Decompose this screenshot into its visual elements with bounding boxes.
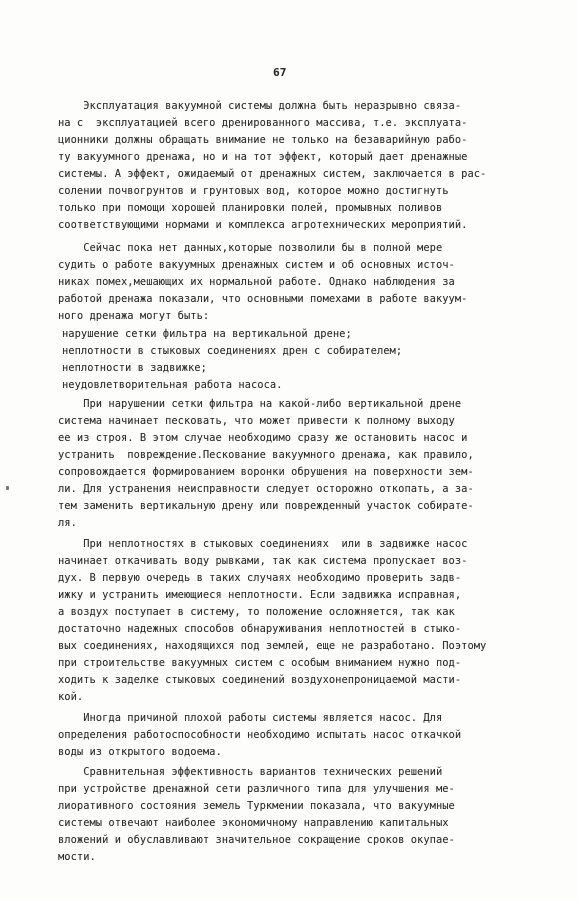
- text-line: ту вакуумного дренажа, но и на тот эффект, который дает дренажные: [58, 151, 468, 163]
- text-line: При нарушении сетки фильтра на какой-либо вертикальной дрене: [58, 398, 462, 410]
- text-line: системы. А эффект, ожидаемый от дренажных систем, заключается в рас-: [58, 168, 487, 180]
- text-line: судить о работе вакуумных дренажных систем и об основных источ-: [58, 259, 455, 271]
- text-line: только при помощи хорошей планировки полей, промывных поливов: [58, 202, 443, 214]
- text-line: ижку и устранить имеющиеся неплотности. Если задвижка исправная,: [58, 589, 462, 601]
- text-line: определения работоспособности необходимо испытать насос откачкой: [58, 729, 462, 741]
- text-line: воды из открытого водоема.: [58, 746, 222, 758]
- text-line: а воздух поступает в систему, то положение осложняется, так как: [58, 606, 455, 618]
- text-line: ли. Для устранения неисправности следует осторожно откопать, а за-: [58, 483, 474, 495]
- text-line: неплотности в задвижке;: [62, 362, 207, 374]
- text-line: на с эксплуатацией всего дренированного массива, т.е. эксплуата-: [58, 117, 468, 129]
- text-line: При неплотностях в стыковых соединениях или в задвижке насос: [58, 538, 468, 550]
- text-line: никах помех,мешающих их нормальной работе. Однако наблюдения за: [58, 276, 455, 288]
- text-line: нарушение сетки фильтра на вертикальной дрене;: [62, 328, 352, 340]
- text-line: достаточно надежных способов обнаруживания неплотностей в стыко-: [58, 623, 462, 635]
- text-line: лиоративного состояния земель Туркмении показала, что вакуумные: [58, 800, 455, 812]
- text-line: Сравнительная эффективность вариантов технических решений: [58, 766, 443, 778]
- page-number: 67: [273, 66, 287, 79]
- text-line: при устройстве дренажной сети различного типа для улучшения ме-: [58, 783, 455, 795]
- text-line: вых соединениях, находящихся под землей, еще не разработано. Поэтому: [58, 640, 487, 652]
- text-line: система начинает песковать, что может привести к полному выходу: [58, 415, 455, 427]
- text-line: Сейчас пока нет данных,которые позволили бы в полной мере: [58, 242, 443, 254]
- text-line: ционники должны обращать внимание не только на безаварийную рабо-: [58, 134, 468, 146]
- text-line: тем заменить вертикальную дрену или поврежденный участок собирате-: [58, 500, 474, 512]
- text-line: ля.: [58, 517, 77, 529]
- text-line: мости.: [58, 851, 96, 863]
- text-line: системы отвечают наиболее экономичному направлению капитальных: [58, 817, 449, 829]
- text-line: неплотности в стыковых соединениях дрен с собирателем;: [62, 345, 403, 357]
- text-line: Эксплуатация вакуумной системы должна быть неразрывно связа-: [58, 100, 462, 112]
- text-line: вложений и обуславливают значительное сокращение сроков окупае-: [58, 834, 455, 846]
- text-line: работой дренажа показали, что основными помехами в работе вакуум-: [58, 293, 468, 305]
- text-line: соответствующими нормами и комплекса агротехнических мероприятий.: [58, 219, 468, 231]
- margin-mark: [6, 486, 9, 490]
- text-line: Иногда причиной плохой работы системы является насос. Для: [58, 712, 443, 724]
- text-line: сопровождается формированием воронки обрушения на поверхности зем-: [58, 466, 474, 478]
- text-line: солении почвогрунтов и грунтовых вод, которое можно достигнуть: [58, 185, 449, 197]
- text-line: ходить к заделке стыковых соединений воздухонепроницаемой масти-: [58, 674, 462, 686]
- text-line: при строительстве вакуумных систем с особым вниманием нужно под-: [58, 657, 462, 669]
- text-line: устранить повреждение.Пескование вакуумного дренажа, как правило,: [58, 449, 474, 461]
- text-line: начинает откачивать воду рывками, так как система пропускает воз-: [58, 555, 468, 567]
- text-line: ного дренажа могут быть:: [58, 310, 210, 322]
- text-line: неудовлетворительная работа насоса.: [62, 379, 283, 391]
- text-line: дух. В первую очередь в таких случаях необходимо проверить задв-: [58, 572, 462, 584]
- text-line: кой.: [58, 691, 84, 703]
- text-line: ее из строя. В этом случае необходимо сразу же остановить насос и: [58, 432, 468, 444]
